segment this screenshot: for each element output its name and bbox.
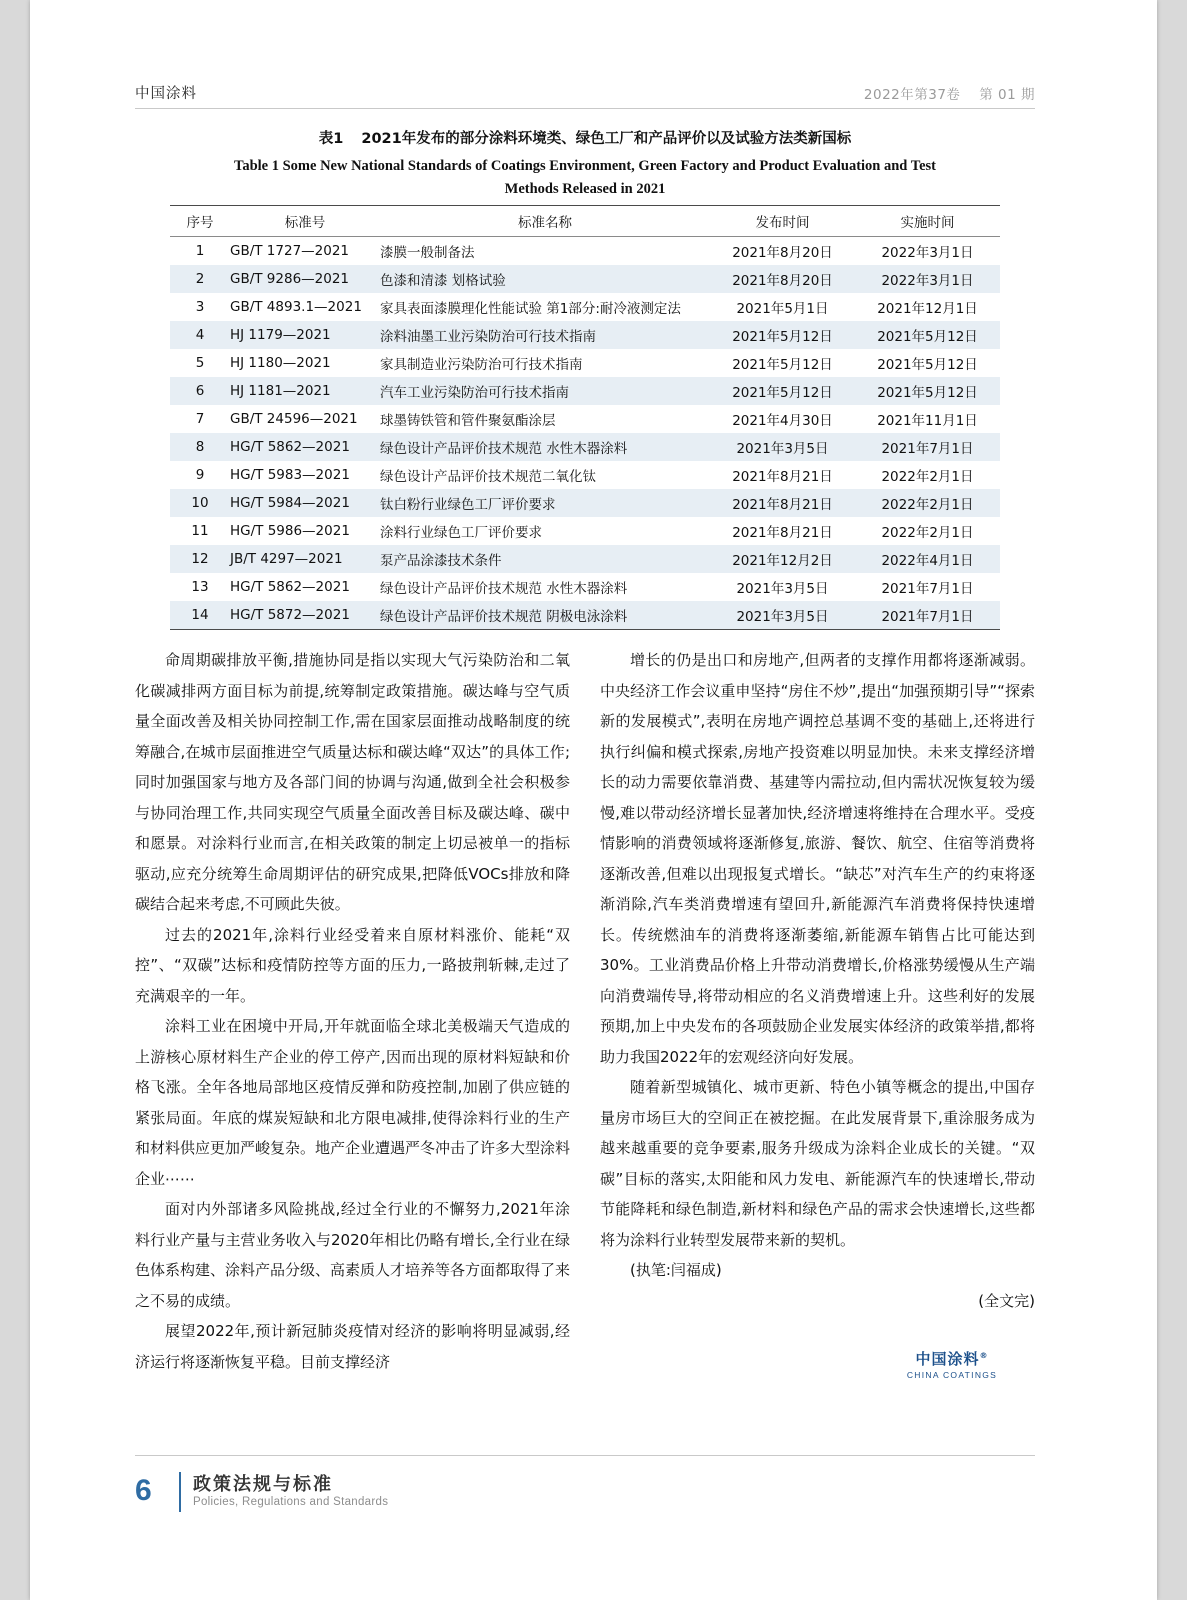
- logo-text-cn: 中国涂料®: [915, 1350, 989, 1368]
- issue-number: 第 01 期: [979, 87, 1035, 103]
- section-name-cn: 政策法规与标准: [193, 1474, 333, 1495]
- col-header-code: 标准号: [230, 206, 380, 237]
- table-body: [170, 237, 1000, 630]
- cell-no: 4: [195, 327, 205, 343]
- table-row: [170, 517, 1000, 545]
- cell-released: 2021年5月12日: [732, 385, 833, 401]
- cell-no: 9: [195, 467, 205, 483]
- cell-implemented: 2022年2月1日: [881, 525, 974, 541]
- page-header: [135, 82, 1035, 104]
- table-row: [170, 265, 1000, 293]
- cell-code: HG/T 5862—2021: [230, 439, 350, 455]
- cell-name: 绿色设计产品评价技术规范 水性木器涂料: [380, 581, 628, 597]
- header-divider: [135, 108, 1035, 109]
- cell-name: 漆膜一般制备法: [380, 245, 475, 261]
- cell-no: 5: [195, 355, 205, 371]
- table-row: [170, 321, 1000, 349]
- column-right: [600, 645, 1035, 1316]
- section-name-en: Policies, Regulations and Standards: [193, 1496, 389, 1508]
- page-footer: [135, 1468, 635, 1528]
- cell-released: 2021年8月21日: [732, 497, 833, 513]
- table-row: [170, 489, 1000, 517]
- cell-name: 钛白粉行业绿色工厂评价要求: [380, 497, 556, 513]
- cell-implemented: 2021年7月1日: [881, 441, 974, 457]
- cell-implemented: 2022年3月1日: [881, 245, 974, 261]
- logo-text-en: CHINA COATINGS: [906, 1370, 998, 1380]
- cell-released: 2021年8月20日: [732, 273, 833, 289]
- cell-code: HG/T 5872—2021: [230, 601, 380, 630]
- cell-name: 家具表面漆膜理化性能试验 第1部分:耐冷液测定法: [380, 301, 681, 317]
- cell-released: 2021年5月12日: [732, 329, 833, 345]
- table-row: [170, 573, 1000, 601]
- cell-code: GB/T 9286—2021: [230, 271, 350, 287]
- table-title-en-line2: Methods Released in 2021: [504, 181, 666, 197]
- cell-code: HG/T 5984—2021: [230, 495, 350, 511]
- paragraph: 随着新型城镇化、城市更新、特色小镇等概念的提出,中国存量房市场巨大的空间正在被挖掘。在此发展背景下,重涂服务成为越来越重要的竞争要素,服务升级成为涂料企业成长的关键。“双碳”目标的落实,太阳能和风力发电、新能源汽车的快速增长,带动节能降耗和绿色制造,新材料和绿色产品的需求会快速增长,这些都将为涂料行业转型发展带来新的契机。: [600, 1078, 1035, 1249]
- journal-name: 中国涂料: [135, 86, 197, 102]
- table-title-cn: 2021年发布的部分涂料环境类、绿色工厂和产品评价以及试验方法类新国标: [361, 131, 852, 147]
- col-header-no: 序号: [170, 206, 230, 237]
- document-page: [30, 0, 1157, 1600]
- cell-released: 2021年8月21日: [732, 469, 833, 485]
- table-row: [170, 405, 1000, 433]
- cell-released: 2021年8月20日: [732, 245, 833, 261]
- cell-code: GB/T 1727—2021: [230, 243, 350, 259]
- footer-divider: [135, 1455, 1035, 1456]
- cell-code: HG/T 5986—2021: [230, 523, 350, 539]
- footer-accent-bar: [179, 1472, 181, 1512]
- cell-released: 2021年5月1日: [736, 301, 829, 317]
- cell-no: 8: [195, 439, 205, 455]
- table-row: [170, 377, 1000, 405]
- cell-name: 色漆和清漆 划格试验: [380, 273, 506, 289]
- cell-code: JB/T 4297—2021: [230, 551, 343, 567]
- table-header-row: [170, 206, 1000, 237]
- cell-released: 2021年8月21日: [732, 525, 833, 541]
- cell-code: HJ 1180—2021: [230, 355, 331, 371]
- table-row: [170, 237, 1000, 266]
- cell-no: 12: [191, 551, 209, 567]
- cell-implemented: 2022年3月1日: [881, 273, 974, 289]
- table-row: [170, 293, 1000, 321]
- cell-no: 14: [170, 601, 230, 630]
- cell-no: 7: [195, 411, 205, 427]
- china-coatings-logo: [887, 1348, 1017, 1380]
- standards-table: [170, 205, 1000, 630]
- cell-no: 2: [195, 271, 205, 287]
- cell-name: 泵产品涂漆技术条件: [380, 553, 502, 569]
- cell-implemented: 2022年2月1日: [881, 497, 974, 513]
- cell-implemented: 2022年2月1日: [881, 469, 974, 485]
- paragraph: 涂料工业在困境中开局,开年就面临全球北美极端天气造成的上游核心原材料生产企业的停工停产,因而出现的原材料短缺和价格飞涨。全年各地局部地区疫情反弹和防疫控制,加剧了供应链的紧张局面。年底的煤炭短缺和北方限电减排,使得涂料行业的生产和材料供应更加严峻复杂。地产企业遭遇严冬冲击了许多大型涂料企业⋯⋯: [135, 1017, 571, 1188]
- cell-code: HG/T 5983—2021: [230, 467, 350, 483]
- paragraph: 增长的仍是出口和房地产,但两者的支撑作用都将逐渐减弱。中央经济工作会议重申坚持“房住不炒”,提出“加强预期引导”“探索新的发展模式”,表明在房地产调控总基调不变的基础上,还将进行执行纠偏和模式探索,房地产投资难以明显加快。未来支撑经济增长的动力需要依靠消费、基建等内需拉动,但内需状况恢复较为缓慢,难以带动经济增长显著加快,经济增速将维持在合理水平。受疫情影响的消费领域将逐渐修复,旅游、餐饮、航空、住宿等消费将逐渐改善,但难以出现报复式增长。“缺芯”对汽车生产的约束将逐渐消除,汽车类消费增速有望回升,新能源汽车消费将保持快速增长。传统燃油车的消费将逐渐萎缩,新能源车销售占比可能达到30%。工业消费品价格上升带动消费增长,价格涨势缓慢从生产端向消费端传导,将带动相应的名义消费增速上升。这些利好的发展预期,加上中央发布的各项鼓励企业发展实体经济的政策举措,都将助力我国2022年的宏观经济向好发展。: [600, 651, 1035, 1066]
- paragraph: 命周期碳排放平衡,措施协同是指以实现大气污染防治和二氧化碳减排两方面目标为前提,统筹制定政策措施。碳达峰与空气质量全面改善及相关协同控制工作,需在国家层面推动战略制度的统筹融合,在城市层面推进空气质量达标和碳达峰“双达”的具体工作;同时加强国家与地方及各部门间的协调与沟通,做到全社会积极参与协同治理工作,共同实现空气质量全面改善目标及碳达峰、碳中和愿景。对涂料行业而言,在相关政策的制定上切忌被单一的指标驱动,应充分统筹生命周期评估的研究成果,把降低VOCs排放和降碳结合起来考虑,不可顾此失彼。: [135, 651, 570, 913]
- table-row: [170, 349, 1000, 377]
- cell-name: 涂料行业绿色工厂评价要求: [380, 525, 542, 541]
- cell-released: 2021年3月5日: [736, 581, 829, 597]
- cell-name: 家具制造业污染防治可行技术指南: [380, 357, 583, 373]
- cell-released: 2021年5月12日: [732, 357, 833, 373]
- cell-released: 2021年3月5日: [736, 441, 829, 457]
- column-left: [135, 645, 570, 1377]
- cell-implemented: 2021年7月1日: [855, 601, 1000, 630]
- page-number: 6: [135, 1474, 152, 1507]
- cell-implemented: 2021年5月12日: [877, 385, 978, 401]
- cell-name: 汽车工业污染防治可行技术指南: [380, 385, 569, 401]
- col-header-released: 发布时间: [710, 206, 855, 237]
- col-header-name: 标准名称: [380, 206, 710, 237]
- cell-code: GB/T 4893.1—2021: [230, 299, 362, 315]
- cell-code: HG/T 5862—2021: [230, 579, 350, 595]
- cell-name: 涂料油墨工业污染防治可行技术指南: [380, 329, 596, 345]
- table-row: [170, 545, 1000, 573]
- cell-code: HJ 1179—2021: [230, 327, 331, 343]
- table-caption-cn: [135, 127, 1035, 148]
- cell-released: 2021年3月5日: [710, 601, 855, 630]
- cell-no: 10: [191, 495, 209, 511]
- cell-code: GB/T 24596—2021: [230, 411, 358, 427]
- cell-name: 球墨铸铁管和管件聚氨酯涂层: [380, 413, 556, 429]
- issue-info: [850, 83, 1035, 103]
- cell-implemented: 2021年11月1日: [877, 413, 978, 429]
- table-label: 表1: [318, 131, 344, 147]
- cell-name: 绿色设计产品评价技术规范 阴极电泳涂料: [380, 601, 710, 630]
- table-title-en-line1: Table 1 Some New National Standards of Coatings Environment, Green Factory and Product Evaluation and Test: [234, 158, 936, 174]
- cell-name: 绿色设计产品评价技术规范 水性木器涂料: [380, 441, 628, 457]
- paragraph: 展望2022年,预计新冠肺炎疫情对经济的影响将明显减弱,经济运行将逐渐恢复平稳。目前支撑经济: [135, 1322, 570, 1371]
- cell-implemented: 2021年5月12日: [877, 329, 978, 345]
- col-header-implemented: 实施时间: [855, 206, 1000, 237]
- volume-year: 2022年第37卷: [863, 87, 961, 103]
- page-content: [135, 0, 1035, 1600]
- cell-name: 绿色设计产品评价技术规范二氧化钛: [380, 469, 596, 485]
- cell-no: 3: [195, 299, 205, 315]
- table-row: [170, 461, 1000, 489]
- table-row: [170, 433, 1000, 461]
- cell-released: 2021年4月30日: [732, 413, 833, 429]
- paragraph: 过去的2021年,涂料行业经受着来自原材料涨价、能耗“双控”、“双碳”达标和疫情防控等方面的压力,一路披荆斩棘,走过了充满艰辛的一年。: [135, 925, 570, 1005]
- cell-implemented: 2022年4月1日: [881, 553, 974, 569]
- cell-no: 11: [191, 523, 209, 539]
- cell-no: 1: [195, 243, 205, 259]
- cell-no: 6: [195, 383, 205, 399]
- cell-released: 2021年12月2日: [732, 553, 833, 569]
- cell-no: 13: [191, 579, 209, 595]
- paragraph: 面对内外部诸多风险挑战,经过全行业的不懈努力,2021年涂料行业产量与主营业务收入与2020年相比仍略有增长,全行业在绿色体系构建、涂料产品分级、高素质人才培养等各方面都取得了来之不易的成绩。: [135, 1200, 571, 1310]
- table-row: [170, 601, 1000, 630]
- table-caption-en: [185, 155, 985, 201]
- cell-implemented: 2021年12月1日: [877, 301, 978, 317]
- cell-implemented: 2021年5月12日: [877, 357, 978, 373]
- author-signature: (执笔:闫福成): [630, 1261, 722, 1279]
- cell-code: HJ 1181—2021: [230, 383, 331, 399]
- cell-implemented: 2021年7月1日: [881, 581, 974, 597]
- end-note: (全文完): [978, 1291, 1035, 1310]
